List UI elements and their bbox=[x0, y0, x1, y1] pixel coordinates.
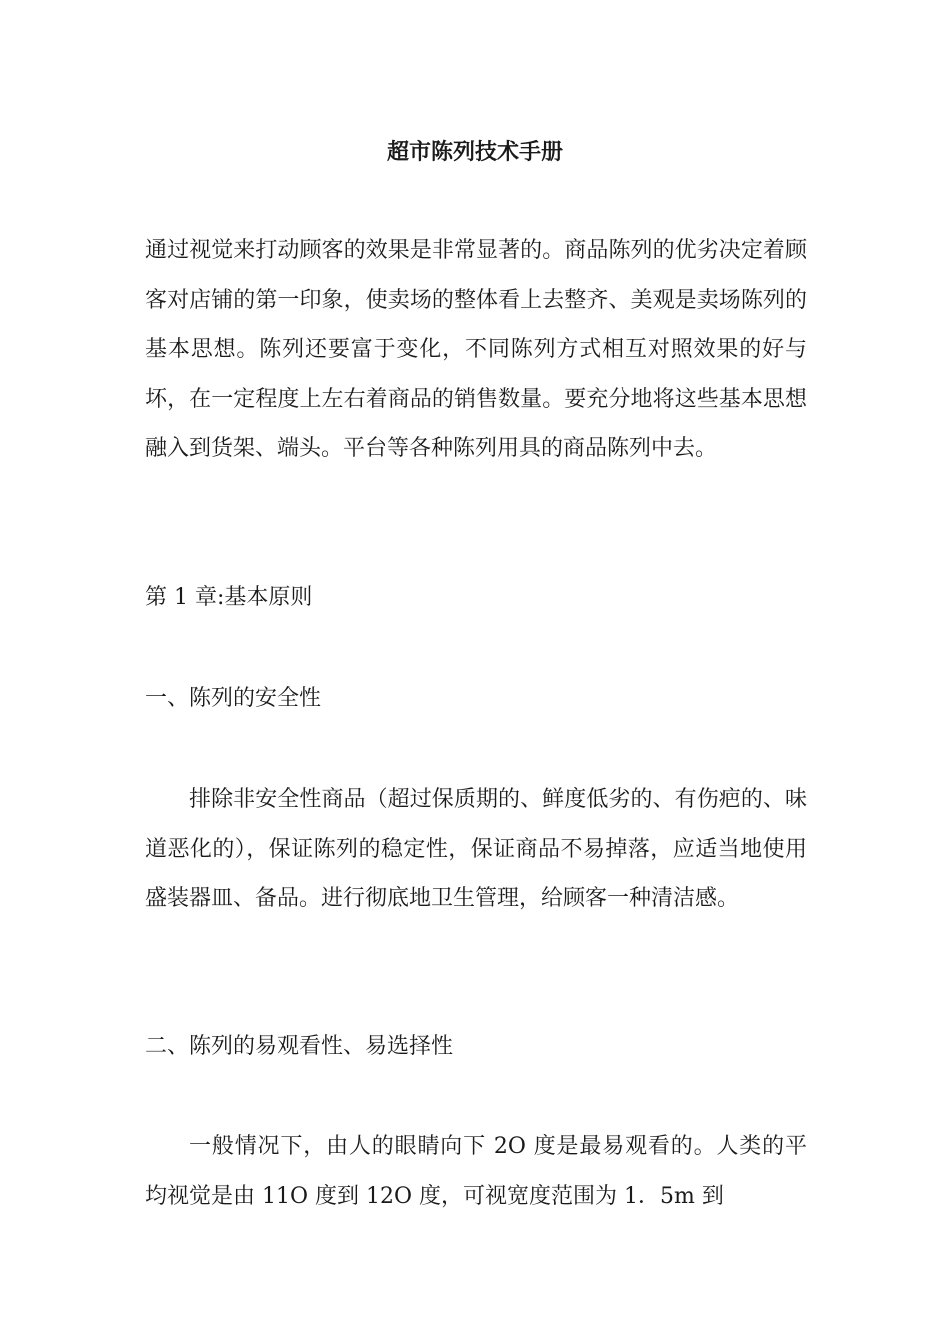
section-heading-safety: 一、陈列的安全性 bbox=[145, 686, 322, 711]
document-title: 超市陈列技术手册 bbox=[386, 139, 563, 165]
section-heading-visibility: 二、陈列的易观看性、易选择性 bbox=[145, 1034, 454, 1059]
section-body-visibility: 一般情况下，由人的眼睛向下 2O 度是最易观看的。人类的平均视觉是由 11O 度到 12O 度，可视宽度范围为 1．5m 到 bbox=[145, 1134, 807, 1209]
intro-paragraph: 通过视觉来打动顾客的效果是非常显著的。商品陈列的优劣决定着顾客对店铺的第一印象，使卖场的整体看上去整齐、美观是卖场陈列的基本思想。陈列还要富于变化，不同陈列方式相互对照效果的好与坏，在一定程度上左右着商品的销售数量。要充分地将这些基本思想融入到货架、端头。平台等各种陈列用具的商品陈列中去。 bbox=[145, 238, 807, 461]
section-body-safety: 排除非安全性商品（超过保质期的、鲜度低劣的、有伤疤的、味道恶化的），保证陈列的稳定性，保证商品不易掉落，应适当地使用盛装器皿、备品。进行彻底地卫生管理，给顾客一种清洁感。 bbox=[145, 787, 807, 911]
chapter-heading: 第 1 章:基本原则 bbox=[145, 585, 313, 610]
